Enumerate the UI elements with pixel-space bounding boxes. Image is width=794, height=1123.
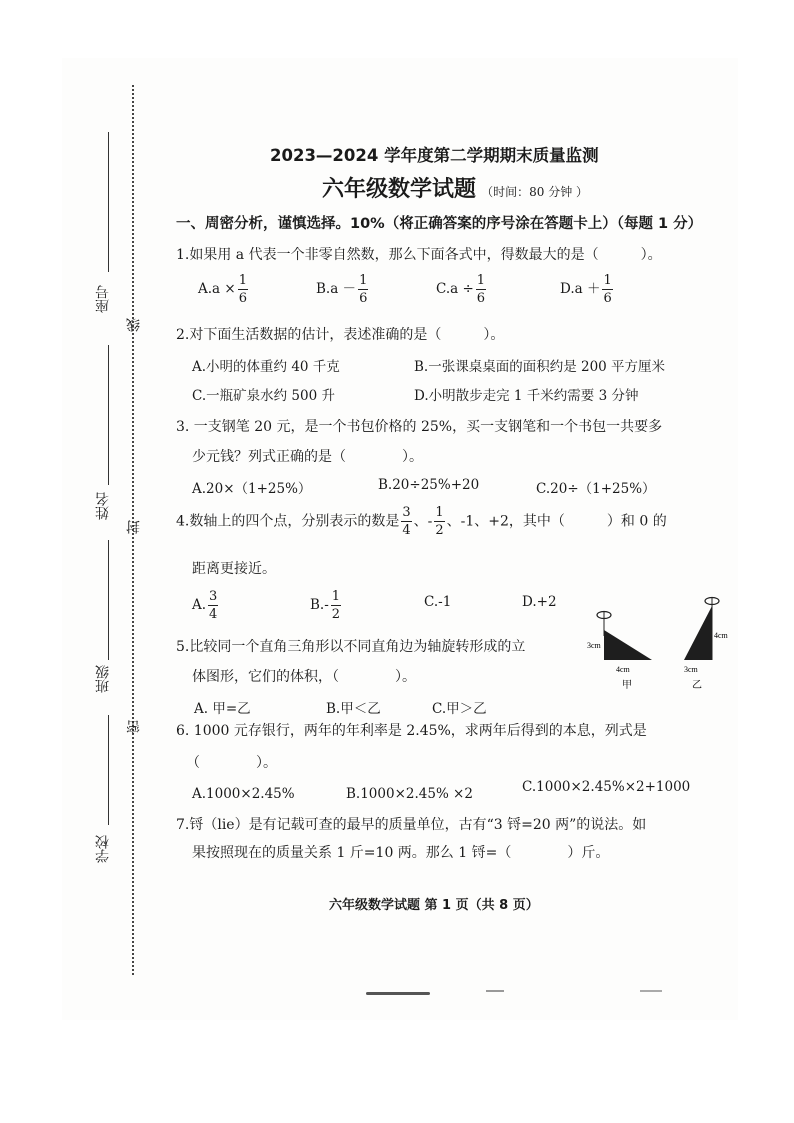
scan-mark bbox=[640, 990, 662, 992]
exam-subtitle-row bbox=[322, 172, 588, 203]
yi-triangle bbox=[684, 606, 712, 660]
q4-option-a: A. $\frac{3}{4}$ bbox=[192, 589, 218, 622]
q2-stem: 2.对下面生活数据的估计，表述准确的是（ ）。 bbox=[176, 327, 505, 343]
q6-stem-line1: 6. 1000 元存银行，两年的年利率是 2.45%，求两年后得到的本息，列式是 bbox=[176, 723, 647, 739]
q1-stem: 1.如果用 a 代表一个非零自然数，那么下面各式中，得数最大的是（ ）。 bbox=[176, 247, 662, 263]
q1-option-c: C.a ÷ $\frac{1}{6}$ bbox=[436, 273, 486, 306]
name-underline bbox=[108, 345, 109, 485]
class-label: 班级 bbox=[95, 665, 111, 693]
q6-option-b: B.1000×2.45% ×2 bbox=[346, 786, 473, 802]
q7-stem-line2: 果按照现在的质量关系 1 斤=10 两。那么 1 锊=（ ）斤。 bbox=[192, 845, 610, 861]
q3-stem-line2: 少元钱？列式正确的是（ ）。 bbox=[192, 449, 423, 465]
seal-char-line: 线 bbox=[126, 318, 142, 332]
q5-stem-line2: 体图形，它们的体积，（ ）。 bbox=[192, 669, 416, 685]
q4-option-c: C.-1 bbox=[424, 594, 452, 610]
figure-yi bbox=[676, 592, 736, 690]
q1-option-a: A.a × $\frac{1}{6}$ bbox=[198, 273, 247, 306]
q1-option-b: B.a － $\frac{1}{6}$ bbox=[316, 273, 368, 306]
seat-number-label: 座号 bbox=[95, 285, 111, 313]
scan-mark bbox=[366, 992, 430, 995]
q6-option-c: C.1000×2.45%×2+1000 bbox=[522, 779, 691, 795]
name-label: 姓名 bbox=[95, 492, 111, 520]
jia-name: 甲 bbox=[622, 680, 632, 690]
q3-option-c: C.20÷（1+25%） bbox=[536, 481, 656, 497]
q5-option-c: C.甲＞乙 bbox=[432, 701, 487, 717]
q2-option-c: C.一瓶矿泉水约 500 升 bbox=[192, 388, 335, 404]
seat-number-underline bbox=[108, 132, 109, 272]
section-heading: 一、周密分析，谨慎选择。10%（将正确答案的序号涂在答题卡上）（每题 1 分） bbox=[176, 216, 703, 232]
scan-mark bbox=[486, 990, 504, 992]
page-footer: 六年级数学试题 第 1 页（共 8 页） bbox=[329, 898, 539, 913]
yi-base-label: 3cm bbox=[684, 665, 698, 674]
school-label: 学校 bbox=[95, 835, 111, 863]
q2-option-a: A.小明的体重约 40 千克 bbox=[192, 359, 340, 375]
q7-stem-line1: 7.锊（lie）是有记载可查的最早的质量单位，古有“3 锊=20 两”的说法。如 bbox=[176, 817, 647, 833]
yi-name: 乙 bbox=[692, 680, 702, 690]
q4-stem-line2: 距离更接近。 bbox=[192, 561, 276, 577]
q3-option-a: A.20×（1+25%） bbox=[192, 481, 312, 497]
exam-subtitle: 六年级数学试题 bbox=[322, 177, 477, 202]
exam-title: 2023—2024 学年度第二学期期末质量监测 bbox=[270, 146, 599, 165]
q4-option-b: B.- $\frac{1}{2}$ bbox=[310, 589, 341, 622]
seal-char-seal: 封 bbox=[126, 520, 142, 534]
q3-option-b: B.20÷25%+20 bbox=[378, 477, 480, 493]
q2-option-d: D.小明散步走完 1 千米约需要 3 分钟 bbox=[414, 388, 639, 404]
jia-side-label: 3cm bbox=[587, 641, 601, 650]
q6-stem-line2: （ ）。 bbox=[186, 755, 277, 771]
q4-stem-line1: 4.数轴上的四个点，分别表示的数是 $\frac{3}{4}$ 、- $\frac{1}{2}$ 、-1、+2，其中（ ）和 0 的 bbox=[176, 505, 667, 538]
time-note: （时间：80 分钟 ） bbox=[481, 185, 589, 199]
jia-triangle bbox=[604, 630, 652, 660]
q5-stem-line1: 5.比较同一个直角三角形以不同直角边为轴旋转形成的立 bbox=[176, 639, 526, 655]
yi-side-label: 4cm bbox=[714, 631, 728, 640]
seal-char-secret: 密 bbox=[126, 720, 142, 734]
q5-option-b: B.甲＜乙 bbox=[326, 701, 381, 717]
q6-option-a: A.1000×2.45% bbox=[192, 786, 295, 802]
figure-jia bbox=[586, 606, 658, 690]
q5-option-a: A. 甲=乙 bbox=[194, 701, 251, 717]
q2-option-b: B.一张课桌桌面的面积约是 200 平方厘米 bbox=[414, 359, 666, 375]
q3-stem-line1: 3. 一支钢笔 20 元，是一个书包价格的 25%，买一支钢笔和一个书包一共要多 bbox=[176, 419, 663, 435]
q1-option-d: D.a ＋ $\frac{1}{6}$ bbox=[560, 273, 612, 306]
class-underline bbox=[108, 540, 109, 660]
school-underline bbox=[108, 715, 109, 825]
q4-option-d: D.+2 bbox=[522, 594, 557, 610]
jia-base-label: 4cm bbox=[616, 665, 630, 674]
